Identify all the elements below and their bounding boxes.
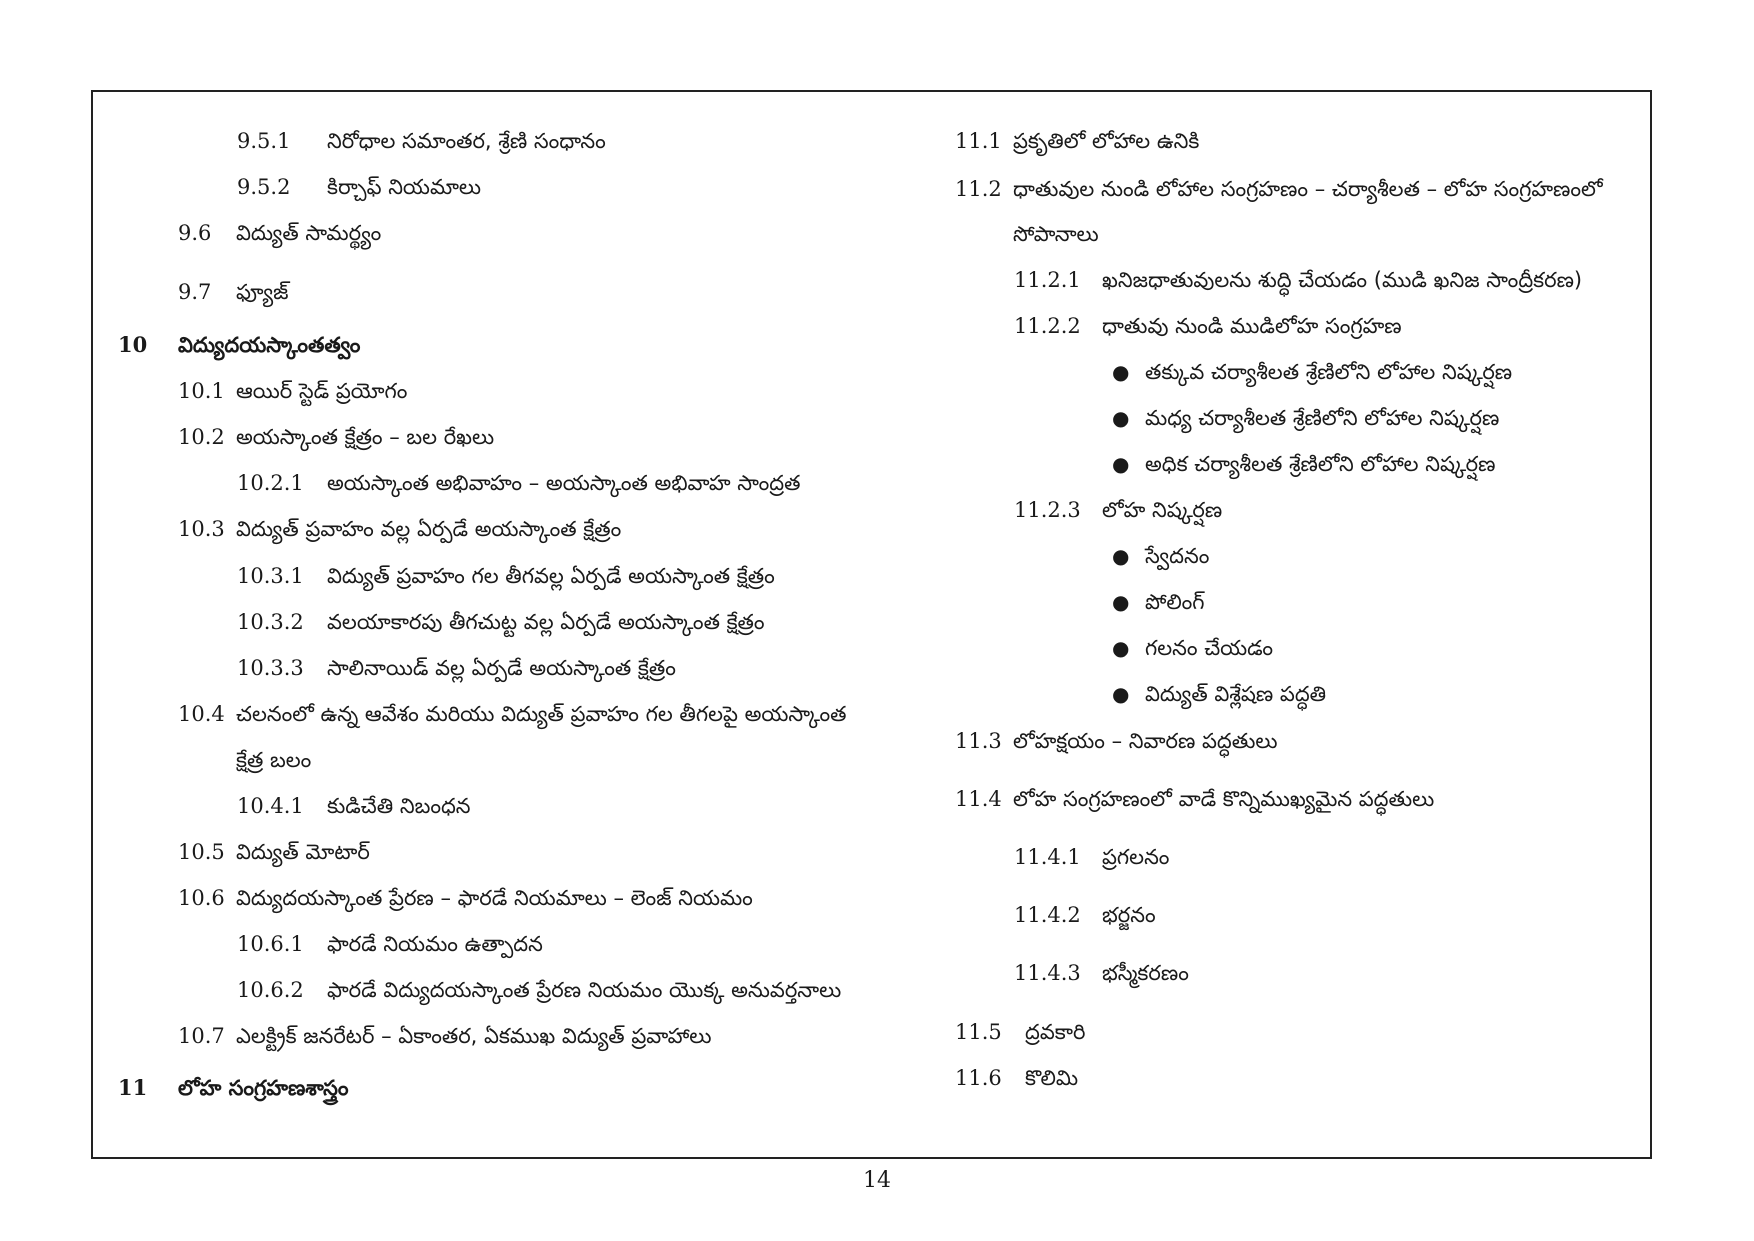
toc-number: 10.3.2: [237, 610, 304, 634]
toc-number: 9.7: [178, 280, 212, 304]
toc-number: 10.6.1: [237, 932, 304, 956]
toc-entry: [955, 127, 1199, 155]
toc-title: భస్మీకరణం: [1102, 961, 1189, 985]
toc-number: 10.3.1: [237, 564, 304, 588]
toc-entry: [178, 423, 494, 451]
toc-entry: [178, 700, 847, 728]
toc-bullet-item: తక్కువ చర్యాశీలత శ్రేణిలోని లోహాల నిష్కర్షణ: [1145, 360, 1513, 384]
toc-entry: [1014, 496, 1222, 524]
bullet-icon: ●: [1112, 544, 1130, 568]
toc-bullet-item: విద్యుత్ విశ్లేషణ పద్ధతి: [1145, 682, 1327, 706]
toc-entry: [1014, 901, 1156, 929]
toc-entry-continuation: [178, 746, 311, 774]
chapter-number: 10: [118, 332, 148, 357]
toc-bullet-item: అధిక చర్యాశీలత శ్రేణిలోని లోహాల నిష్కర్షణ: [1145, 452, 1496, 476]
toc-title: ఆయిర్ స్టెడ్ ప్రయోగం: [236, 379, 408, 403]
toc-entry: [1014, 312, 1402, 340]
toc-entry-continuation: [955, 220, 1099, 248]
toc-title: అయస్కాంత అభివాహం – అయస్కాంత అభివాహ సాంద్రత: [327, 471, 801, 495]
toc-number: 11.2: [955, 177, 1002, 201]
toc-entry: [237, 930, 543, 958]
toc-title: ప్రగలనం: [1102, 845, 1170, 869]
toc-number: 9.5.1: [237, 129, 291, 153]
toc-entry: [237, 469, 800, 497]
toc-number: 10.3: [178, 517, 225, 541]
toc-number: 10.6: [178, 886, 225, 910]
toc-title: లోహ సంగ్రహణంలో వాడే కొన్నిముఖ్యమైన పద్ధతులు: [1013, 787, 1435, 811]
toc-number: 11.2.3: [1014, 498, 1081, 522]
toc-title: ఫ్యూజ్: [236, 280, 289, 304]
toc-number: 10.3.3: [237, 656, 304, 680]
toc-entry: [1014, 266, 1582, 294]
toc-title: వలయాకారపు తీగచుట్ట వల్ల ఏర్పడే అయస్కాంత క్షేత్రం: [327, 610, 765, 634]
toc-title: ప్రకృతిలో లోహాల ఉనికి: [1013, 129, 1200, 153]
toc-title: సోపానాలు: [1013, 222, 1099, 246]
toc-number: 11.4.2: [1014, 903, 1081, 927]
toc-title: కొలిమి: [1025, 1066, 1079, 1090]
toc-title: సాలినాయిడ్ వల్ల ఏర్పడే అయస్కాంత క్షేత్రం: [327, 656, 676, 680]
bullet-icon: ●: [1112, 590, 1130, 614]
toc-number: 10.4: [178, 702, 225, 726]
toc-entry: [237, 562, 775, 590]
toc-title: లోహక్షయం – నివారణ పద్ధతులు: [1013, 729, 1278, 753]
toc-title: భర్జనం: [1102, 903, 1156, 927]
toc-entry: [955, 175, 1603, 203]
toc-title: విద్యుత్ మోటార్: [236, 840, 370, 864]
toc-title: చలనంలో ఉన్న ఆవేశం మరియు విద్యుత్ ప్రవాహం గల తీగలపై అయస్కాంత: [236, 702, 847, 726]
toc-number: 10.7: [178, 1024, 225, 1048]
toc-number: 10.1: [178, 379, 225, 403]
toc-entry: [237, 654, 676, 682]
bullet-icon: ●: [1112, 636, 1130, 660]
toc-bullet-item: పోలింగ్: [1145, 590, 1205, 614]
toc-entry: [178, 219, 381, 247]
toc-title: కిర్చాఫ్ నియమాలు: [327, 175, 482, 199]
toc-number: 10.2: [178, 425, 225, 449]
toc-number: 11.6: [955, 1066, 1002, 1090]
toc-entry: [237, 173, 481, 201]
toc-title: విద్యుత్ ప్రవాహం గల తీగవల్ల ఏర్పడే అయస్కాంత క్షేత్రం: [327, 564, 775, 588]
toc-title: ధాతువుల నుండి లోహాల సంగ్రహణం – చర్యాశీలత – లోహ సంగ్రహణంలో: [1013, 177, 1603, 201]
toc-entry: [955, 727, 1278, 755]
toc-entry: [1014, 959, 1189, 987]
toc-bullet-item: మధ్య చర్యాశీలత శ్రేణిలోని లోహాల నిష్కర్షణ: [1145, 406, 1500, 430]
toc-title: ఫారడే విద్యుదయస్కాంత ప్రేరణ నియమం యొక్క అనువర్తనాలు: [327, 978, 842, 1002]
toc-title: క్షేత్ర బలం: [236, 748, 312, 772]
toc-number: 9.5.2: [237, 175, 291, 199]
toc-number: 10.2.1: [237, 471, 304, 495]
toc-title: నిరోధాల సమాంతర, శ్రేణి సంధానం: [327, 129, 606, 153]
toc-title: ఎలక్ట్రిక్ జనరేటర్ – ఏకాంతర, ఏకముఖ విద్యుత్ ప్రవాహాలు: [236, 1024, 712, 1048]
toc-title: ద్రవకారి: [1025, 1020, 1086, 1044]
toc-bullet-item: స్వేదనం: [1145, 544, 1210, 568]
toc-entry: [178, 838, 370, 866]
toc-title: విద్యుత్ ప్రవాహం వల్ల ఏర్పడే అయస్కాంత క్షేత్రం: [236, 517, 622, 541]
toc-title: కుడిచేతి నిబంధన: [327, 794, 471, 818]
bullet-icon: ●: [1112, 452, 1130, 476]
toc-title: విద్యుదయస్కాంత ప్రేరణ – ఫారడే నియమాలు – లెంజ్ నియమం: [236, 886, 753, 910]
toc-title: లోహ నిష్కర్షణ: [1102, 498, 1223, 522]
chapter-title: విద్యుదయస్కాంతత్వం: [178, 333, 361, 357]
toc-number: 9.6: [178, 221, 212, 245]
toc-number: 11.4: [955, 787, 1002, 811]
toc-title: విద్యుత్ సామర్థ్యం: [236, 221, 382, 245]
toc-entry: [178, 515, 621, 543]
toc-entry: [955, 785, 1434, 813]
toc-entry: [178, 377, 407, 405]
toc-title: అయస్కాంత క్షేత్రం – బల రేఖలు: [236, 425, 495, 449]
toc-number: 11.4.3: [1014, 961, 1081, 985]
toc-number: 10.6.2: [237, 978, 304, 1002]
chapter-number: 11: [118, 1075, 148, 1100]
toc-number: 11.2.1: [1014, 268, 1081, 292]
toc-chapter: [118, 1074, 349, 1102]
toc-chapter: [118, 331, 360, 359]
toc-entry: [955, 1064, 1078, 1092]
toc-entry: [178, 1022, 711, 1050]
toc-bullet-item: గలనం చేయడం: [1145, 636, 1274, 660]
toc-entry: [237, 127, 606, 155]
toc-entry: [178, 278, 288, 306]
toc-entry: [955, 1018, 1085, 1046]
toc-number: 11.4.1: [1014, 845, 1081, 869]
toc-number: 10.4.1: [237, 794, 304, 818]
toc-title: ధాతువు నుండి ముడిలోహ సంగ్రహణ: [1102, 314, 1402, 338]
chapter-title: లోహ సంగ్రహణశాస్త్రం: [178, 1076, 349, 1100]
page-number: 14: [863, 1168, 891, 1193]
bullet-icon: ●: [1112, 682, 1130, 706]
toc-entry: [237, 976, 841, 1004]
toc-title: ఫారడే నియమం ఉత్పాదన: [327, 932, 543, 956]
toc-entry: [1014, 843, 1169, 871]
toc-number: 11.1: [955, 129, 1002, 153]
bullet-icon: ●: [1112, 406, 1130, 430]
toc-entry: [178, 884, 753, 912]
toc-number: 11.3: [955, 729, 1002, 753]
toc-number: 10.5: [178, 840, 225, 864]
toc-title: ఖనిజధాతువులను శుద్ధి చేయడం (ముడి ఖనిజ సాంద్రీకరణ): [1102, 268, 1583, 292]
toc-entry: [237, 608, 765, 636]
toc-entry: [237, 792, 471, 820]
toc-number: 11.2.2: [1014, 314, 1081, 338]
bullet-icon: ●: [1112, 360, 1130, 384]
toc-number: 11.5: [955, 1020, 1002, 1044]
